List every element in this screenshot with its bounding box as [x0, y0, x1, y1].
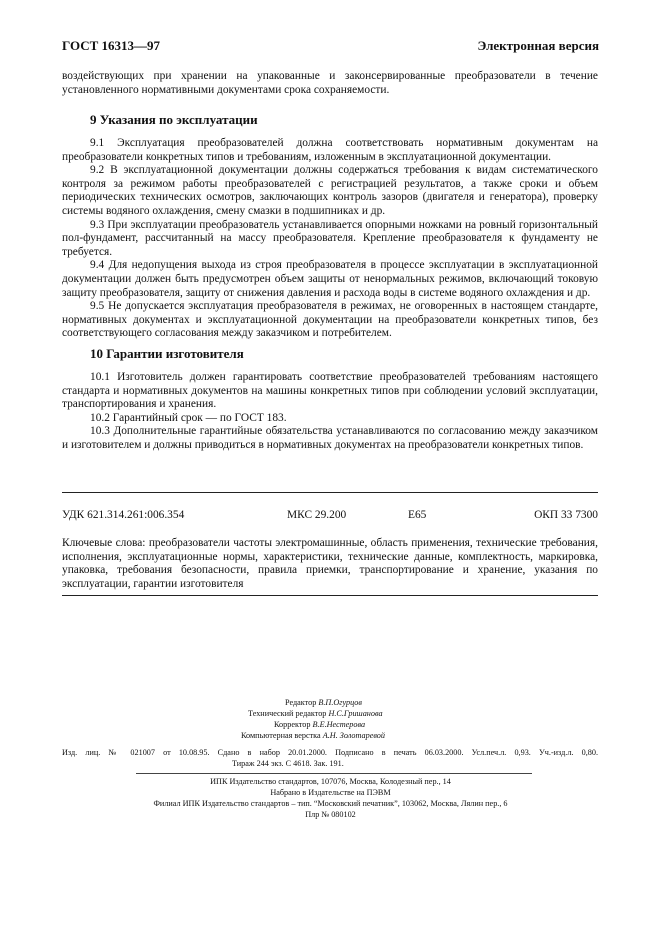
- paragraph-10-1: 10.1 Изготовитель должен гарантировать соответствие преобразователей требованиям настоящего стандарта и нормативных документов на машины конкретных типов при соблюдении условий эксплуатации, транспортирования и хранения.: [62, 371, 598, 411]
- paragraph-9-5: 9.5 Не допускается эксплуатация преобразователя в режимах, не оговоренных в настоящем стандарте, нормативных документах и эксплуатационной документации на преобразователи конкретных типов, без соответствующего согласования между заказчиком и потребителем.: [62, 300, 598, 340]
- keywords-block: [62, 537, 598, 591]
- section-10-title: 10 Гарантии изготовителя: [90, 346, 244, 361]
- udk-code: УДК 621.314.261:006.354: [62, 509, 185, 521]
- tech-editor-name: Н.С.Гришанова: [328, 709, 383, 718]
- paragraph-9-2: 9.2 В эксплуатационной документации должны содержаться требования к видам систематического контроля за режимом работы преобразователей с регистрацией результатов, а также сроки и объем периодических технических осмотров, заключающих контроль зазоров (двигателя и генератора), проверку системы водяного охлаждения, смену смазки в подшипниках и др.: [62, 164, 598, 217]
- mks-code: МКС 29.200: [287, 509, 347, 521]
- typeset-line: Набрано в Издательстве на ПЭВМ: [270, 788, 391, 797]
- print-run-line: Тираж 244 экз. С 4618. Зак. 191.: [232, 759, 344, 768]
- license-line: Плр № 080102: [305, 810, 356, 819]
- electronic-version-label: Электронная версия: [477, 38, 599, 53]
- intro-paragraph: воздействующих при хранении на упакованные и законсервированные преобразователи в течение установленного нормативными документами срока сохраняемости.: [62, 70, 598, 96]
- keywords-paragraph: Ключевые слова: преобразователи частоты электромашинные, область применения, технические требования, исполнения, эксплуатационные нормы, характеристики, технические данные, комплектность, маркировка, упаковка, требования безопасности, правила приемки, транспортирование и хранение, указания по эксплуатации, гарантии изготовителя: [62, 537, 598, 590]
- editor-name: В.П.Огурцов: [318, 698, 362, 707]
- section-9-body: [62, 137, 598, 341]
- editor-line: [285, 698, 362, 708]
- document-standard-number: ГОСТ 16313—97: [62, 38, 161, 53]
- top-divider: [62, 492, 598, 493]
- corrector-name: В.Е.Нестерова: [312, 720, 366, 729]
- paragraph-9-3: 9.3 При эксплуатации преобразователь устанавливается опорными ножками на ровный горизонтальный пол-фундамент, рассчитанный на массу преобразователя. Крепление преобразователя к фундаменту не требуется.: [62, 218, 598, 258]
- layout-label: Компьютерная верстка: [241, 731, 321, 740]
- publisher-address-line: ИПК Издательство стандартов, 107076, Москва, Колодезный пер., 14: [210, 777, 451, 786]
- bottom-divider: [62, 595, 598, 596]
- publication-details-line: Изд. лиц. № 021007 от 10.08.95. Сдано в набор 20.01.2000. Подписано в печать 06.03.2000. Усл.печ.л. 0,93. Уч.-изд.л. 0,80.: [62, 748, 598, 757]
- paragraph-9-1: 9.1 Эксплуатация преобразователей должна соответствовать нормативным документам на преобразователи конкретных типов и требованиям, изложенным в эксплуатационной документации.: [62, 137, 598, 163]
- e-code: Е65: [408, 509, 427, 521]
- printing-house-line: Филиал ИПК Издательство стандартов – тип. “Московский печатник”, 103062, Москва, Лялин пер., 6: [153, 799, 508, 808]
- layout-line: [241, 731, 385, 741]
- section-9-title: 9 Указания по эксплуатации: [90, 112, 258, 127]
- section-10-body: [62, 371, 598, 453]
- paragraph-9-4: 9.4 Для недопущения выхода из строя преобразователя в процессе эксплуатации в эксплуатационной документации должен быть предусмотрен объем защиты от ненормальных режимов, включающий токовую защиту преобразователя, защиту от снижения давления и расхода воды в системе водяного охлаждения и др.: [62, 259, 598, 299]
- layout-name: А.Н. Золотаревой: [322, 731, 385, 740]
- intro-text-block: [62, 70, 598, 97]
- corrector-line: [274, 720, 365, 730]
- imprint-divider: [136, 773, 532, 774]
- tech-editor-line: [248, 709, 383, 719]
- editor-label: Редактор: [285, 698, 317, 707]
- paragraph-10-3: 10.3 Дополнительные гарантийные обязательства устанавливаются по согласованию между заказчиком и изготовителем и должны приводиться в нормативных документах на преобразователи конкретных типов.: [62, 425, 598, 451]
- corrector-label: Корректор: [274, 720, 311, 729]
- okp-code: ОКП 33 7300: [534, 509, 598, 521]
- paragraph-10-2: 10.2 Гарантийный срок — по ГОСТ 183.: [90, 411, 287, 424]
- tech-editor-label: Технический редактор: [248, 709, 327, 718]
